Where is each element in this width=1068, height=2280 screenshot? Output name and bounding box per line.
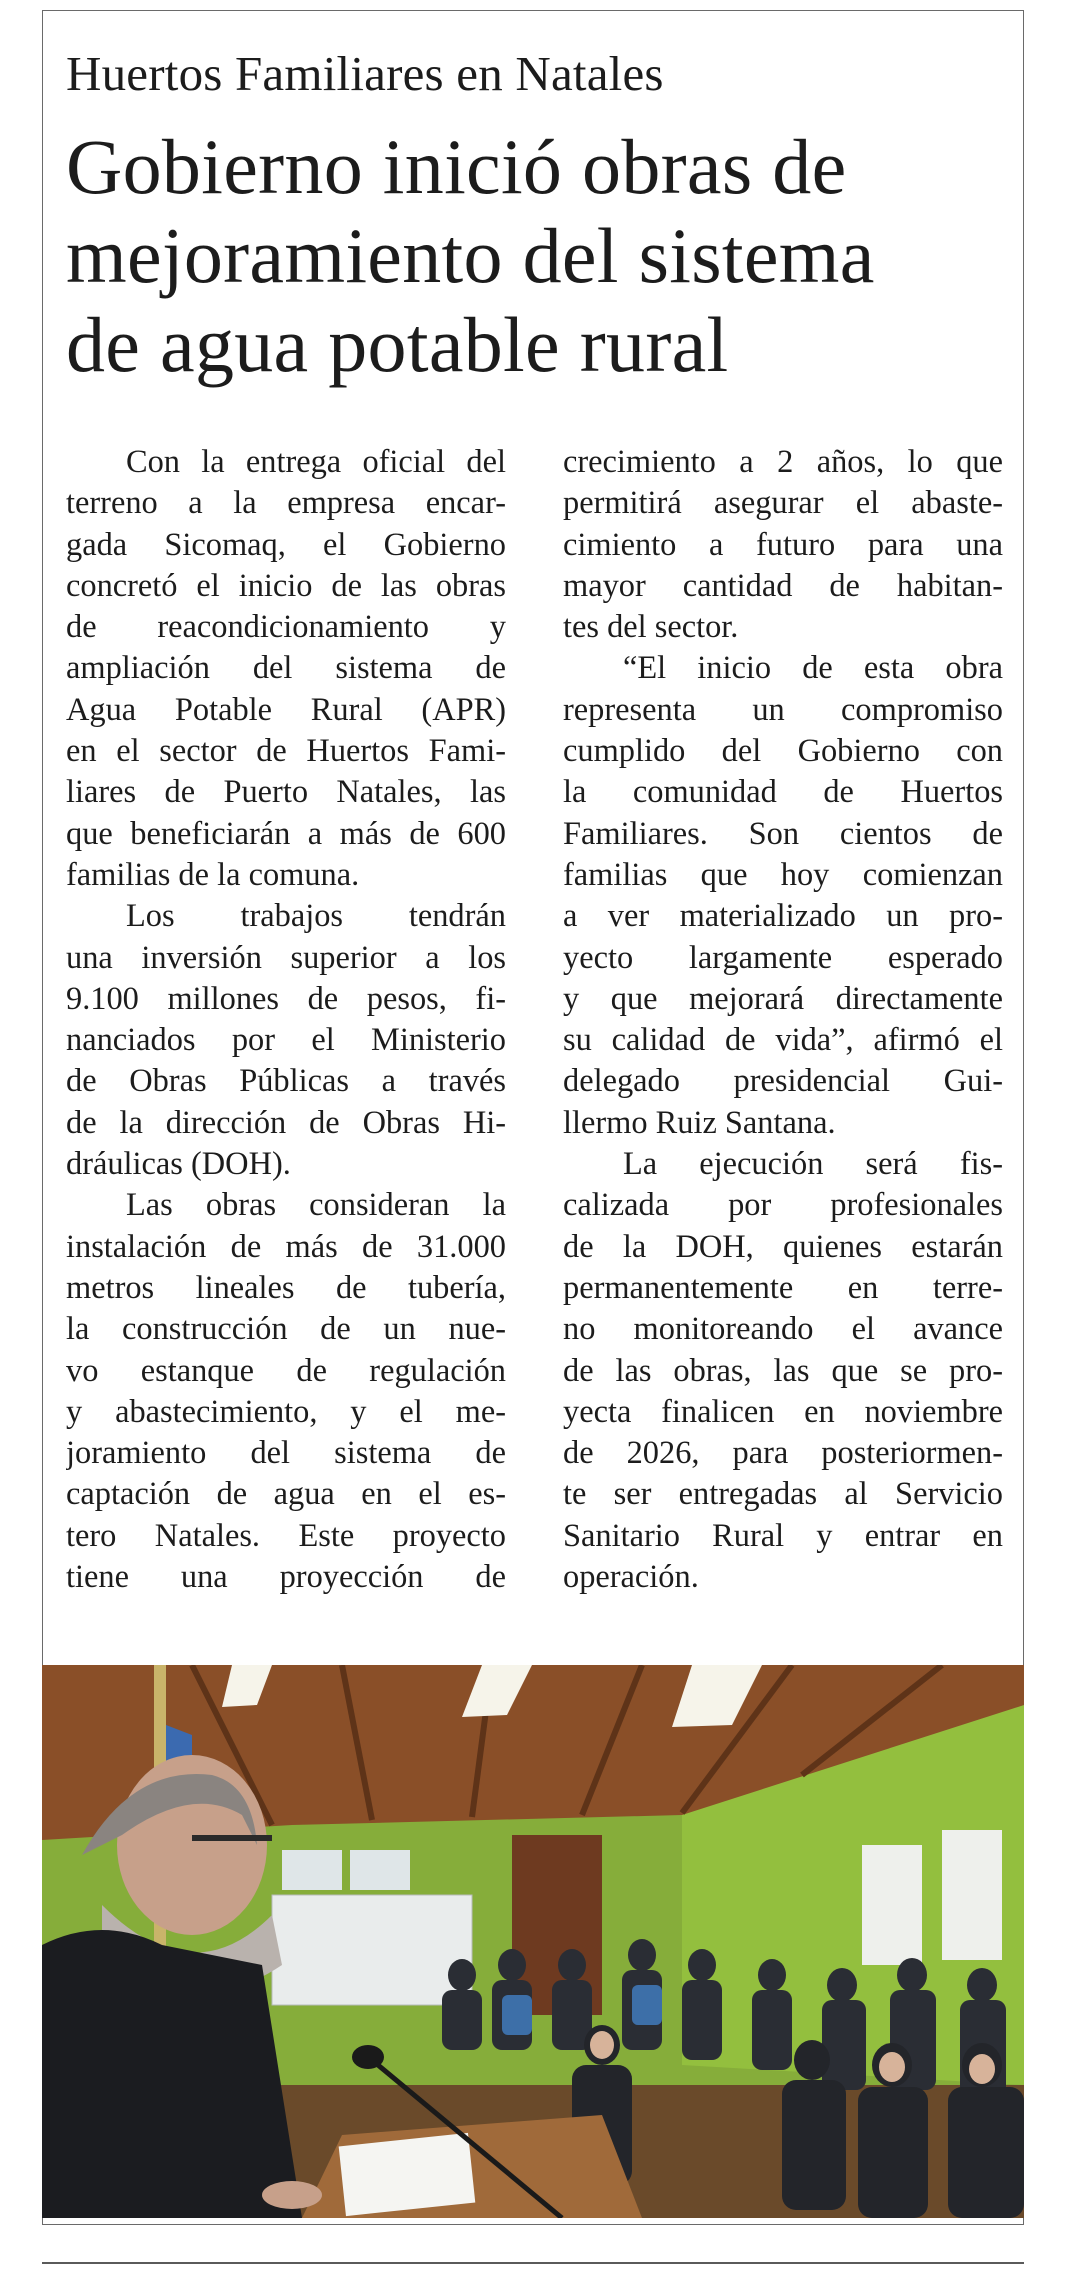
article-text-line: representa un compromiso	[563, 691, 1003, 728]
article-text-line: a ver materializado un pro-	[563, 898, 1003, 935]
article-text-line: calizada por profesionales	[563, 1187, 1003, 1224]
article-text-line: no monitoreando el avance	[563, 1311, 1003, 1348]
article-text-line: mayor cantidad de habitan-	[563, 567, 1003, 604]
article-text-line: en el sector de Huertos Fami-	[66, 733, 506, 770]
article-text-line: yecta finalicen en noviembre	[563, 1393, 1003, 1430]
article-text-line: captación de agua en el es-	[66, 1476, 506, 1513]
article-column-right	[563, 442, 1003, 1598]
article-text-line: operación.	[563, 1559, 699, 1596]
article-text-line: cumplido del Gobierno con	[563, 733, 1003, 770]
article-text-line: tiene una proyección de	[66, 1559, 506, 1596]
article-text-line: tero Natales. Este proyecto	[66, 1517, 506, 1554]
article-text-line: cimiento a futuro para una	[563, 526, 1003, 563]
article-text-line: terreno a la empresa encar-	[66, 485, 506, 522]
article-text-line: delegado presidencial Gui-	[563, 1063, 1003, 1100]
article-text-line: nanciados por el Ministerio	[66, 1022, 506, 1059]
article-text-line: la construcción de un nue-	[66, 1311, 506, 1348]
article-text-line: la comunidad de Huertos	[563, 774, 1003, 811]
article-text-line: 9.100 millones de pesos, fi-	[66, 980, 506, 1017]
kicker: Huertos Familiares en Natales	[66, 46, 664, 101]
bottom-rule	[42, 2262, 1024, 2264]
article-text-line: vo estanque de regulación	[66, 1352, 506, 1389]
article-text-line: Con la entrega oficial del	[126, 444, 506, 480]
article-text-line: Los trabajos tendrán	[126, 898, 506, 935]
article-text-line: familias de la comuna.	[66, 856, 360, 893]
article-text-line: que beneficiarán a más de 600	[66, 815, 506, 852]
article-text-line: permitirá asegurar el abaste-	[563, 485, 1003, 522]
article-text-line: de las obras, las que se pro-	[563, 1352, 1003, 1389]
article-text-line: liares de Puerto Natales, las	[66, 774, 506, 811]
article-text-line: de 2026, para posteriormen-	[563, 1435, 1003, 1472]
article-text-line: gada Sicomaq, el Gobierno	[66, 526, 506, 563]
article-photo	[42, 1665, 1024, 2218]
article-text-line: “El inicio de esta obra	[623, 650, 1003, 687]
headline-line: mejoramiento del sistema	[66, 212, 875, 299]
article-text-line: instalación de más de 31.000	[66, 1228, 506, 1265]
article-text-line: permanentemente en terre-	[563, 1269, 1003, 1306]
article-text-line: tes del sector.	[563, 609, 739, 646]
headline-line: de agua potable rural	[66, 301, 729, 388]
article-text-line: La ejecución será fis-	[623, 1146, 1003, 1183]
headline-line: Gobierno inició obras de	[66, 123, 847, 210]
article-text-line: una inversión superior a los	[66, 939, 506, 976]
article-text-line: de la dirección de Obras Hi-	[66, 1104, 506, 1141]
article-text-line: de reacondicionamiento y	[66, 609, 506, 646]
article-text-line: te ser entregadas al Servicio	[563, 1476, 1003, 1513]
article-text-line: de Obras Públicas a través	[66, 1063, 506, 1100]
article-text-line: yecto largamente esperado	[563, 939, 1003, 976]
article-text-line: Las obras consideran la	[126, 1187, 506, 1224]
article-text-line: dráulicas (DOH).	[66, 1146, 291, 1183]
headline	[66, 122, 875, 389]
article-text-line: de la DOH, quienes estarán	[563, 1228, 1003, 1265]
article-text-line: Agua Potable Rural (APR)	[66, 691, 506, 728]
article-text-line: familias que hoy comienzan	[563, 856, 1003, 893]
article-text-line: y abastecimiento, y el me-	[66, 1393, 506, 1430]
article-text-line: llermo Ruiz Santana.	[563, 1104, 836, 1141]
article-text-line: Familiares. Son cientos de	[563, 815, 1003, 852]
article-text-line: ampliación del sistema de	[66, 650, 506, 687]
article-text-line: concretó el inicio de las obras	[66, 567, 506, 604]
article-text-line: su calidad de vida”, afirmó el	[563, 1022, 1003, 1059]
article-text-line: crecimiento a 2 años, lo que	[563, 444, 1003, 480]
article-column-left	[66, 442, 506, 1598]
meeting-room-photo	[42, 1665, 1024, 2218]
article-text-line: joramiento del sistema de	[66, 1435, 506, 1472]
article-text-line: Sanitario Rural y entrar en	[563, 1517, 1003, 1554]
article-text-line: metros lineales de tubería,	[66, 1269, 506, 1306]
article-text-line: y que mejorará directamente	[563, 980, 1003, 1017]
